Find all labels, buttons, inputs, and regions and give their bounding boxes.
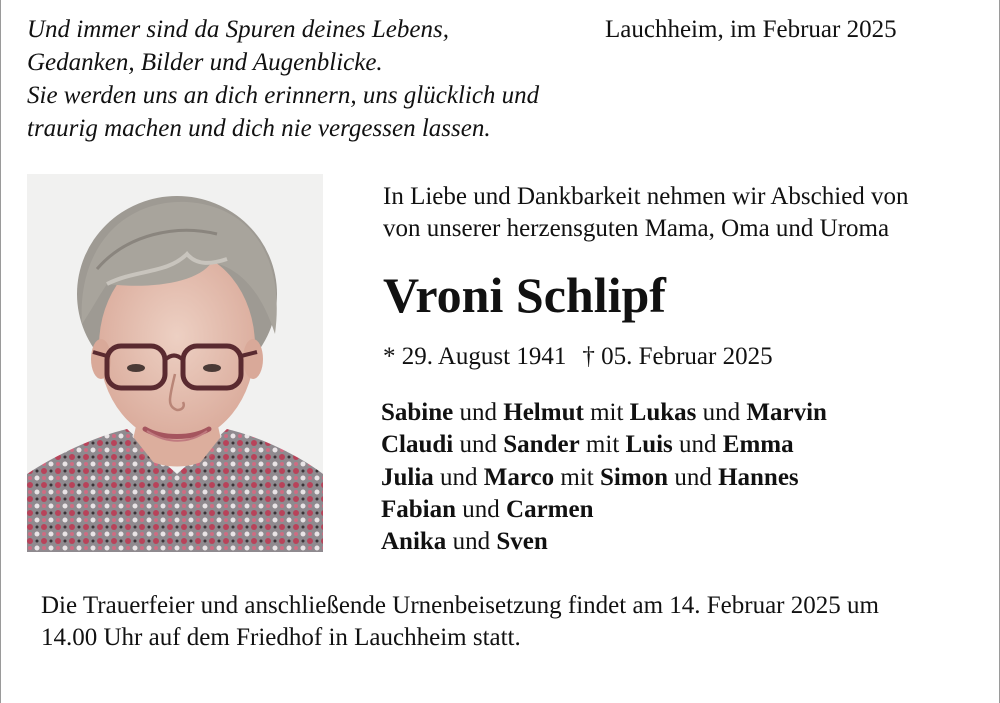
family-member-name: Sven	[496, 528, 548, 556]
family-member-name: Carmen	[506, 495, 594, 523]
funeral-service-notice	[41, 590, 991, 654]
family-member-name: Marvin	[746, 399, 827, 426]
family-member-name: Hannes	[718, 463, 799, 491]
family-connector: und	[696, 399, 747, 426]
intro-line: von unserer herzensguten Mama, Oma und Uroma	[383, 215, 890, 242]
deceased-name: Vroni Schlipf	[383, 267, 666, 323]
family-row	[381, 494, 827, 526]
family-connector: und	[446, 528, 497, 556]
family-list	[381, 397, 827, 558]
family-connector: und	[433, 463, 484, 491]
life-dates	[383, 341, 773, 373]
family-member-name: Marco	[483, 463, 555, 491]
death-date: † 05. Februar 2025	[582, 343, 773, 370]
family-connector: mit	[554, 463, 600, 491]
family-member-name: Emma	[722, 431, 794, 459]
birth-date: * 29. August 1941	[383, 343, 567, 370]
family-member-name: Claudi	[381, 431, 454, 459]
family-member-name: Luis	[625, 431, 673, 459]
place-date: Lauchheim, im Februar 2025	[605, 16, 897, 43]
family-connector: mit	[583, 399, 630, 426]
family-connector: und	[672, 431, 723, 459]
family-member-name: Helmut	[503, 399, 584, 426]
portrait-photo	[27, 174, 323, 552]
family-connector: und	[453, 399, 504, 426]
family-member-name: Fabian	[381, 495, 457, 523]
poem-line: Gedanken, Bilder und Augenblicke.	[27, 49, 383, 76]
service-line: 14.00 Uhr auf dem Friedhof in Lauchheim statt.	[41, 624, 521, 651]
farewell-intro	[383, 181, 909, 245]
family-connector: mit	[579, 431, 626, 459]
family-member-name: Julia	[381, 463, 434, 491]
family-row	[381, 462, 827, 494]
family-row	[381, 397, 827, 429]
poem-line: Sie werden uns an dich erinnern, uns glücklich und	[27, 82, 540, 109]
service-line: Die Trauerfeier und anschließende Urnenbeisetzung findet am 14. Februar 2025 um	[41, 592, 879, 619]
family-member-name: Sabine	[381, 399, 454, 426]
family-connector: und	[668, 463, 719, 491]
memorial-poem	[27, 13, 607, 145]
intro-line: In Liebe und Dankbarkeit nehmen wir Abschied von	[383, 183, 909, 210]
family-member-name: Lukas	[629, 399, 697, 426]
family-member-name: Simon	[599, 463, 669, 491]
family-member-name: Sander	[503, 431, 580, 459]
family-connector: und	[456, 495, 507, 523]
portrait-illustration	[27, 174, 323, 552]
family-row	[381, 429, 827, 461]
family-member-name: Anika	[381, 528, 447, 556]
family-connector: und	[453, 431, 504, 459]
poem-line: Und immer sind da Spuren deines Lebens,	[27, 16, 449, 43]
family-row	[381, 526, 827, 558]
poem-line: traurig machen und dich nie vergessen lassen.	[27, 115, 491, 142]
